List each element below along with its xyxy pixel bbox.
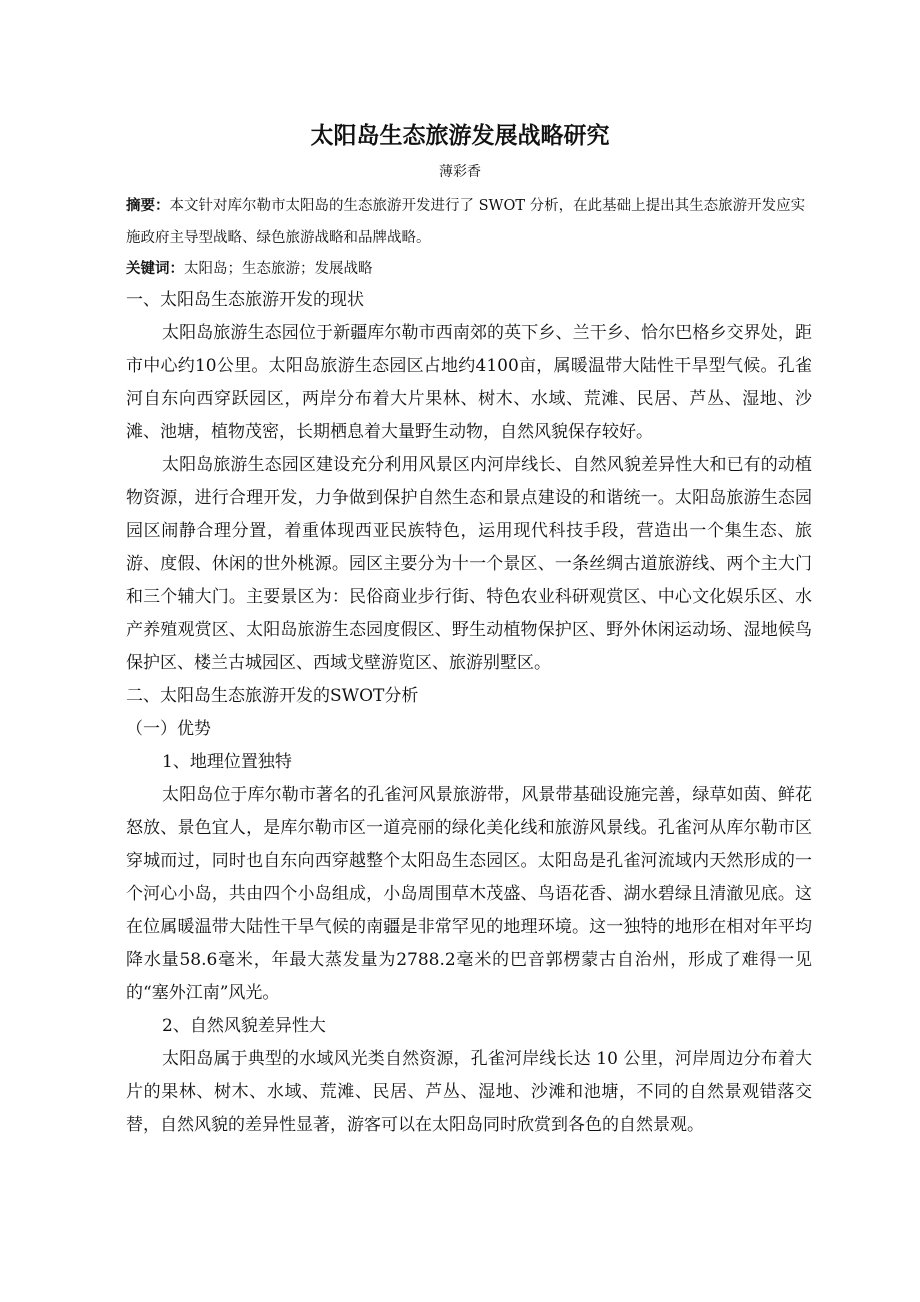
item-1-paragraph: 太阳岛位于库尔勒市著名的孔雀河风景旅游带，风景带基础设施完善，绿草如茵、鲜花怒放、景色宜人，是库尔勒市区一道亮丽的绿化美化线和旅游风景线。孔雀河从库尔勒市区穿城而过，同时也自东向西穿越整个太阳岛生态园区。太阳岛是孔雀河流域内天然形成的一个河心小岛，共由四个小岛组成，小岛周围草木茂盛、鸟语花香、湖水碧绿且清澈见底。这在位属暖温带大陆性干旱气候的南疆是非常罕见的地理环境。这一独特的地形在相对年平均降水量58.6毫米，年最大蒸发量为2788.2毫米的巴音郭楞蒙古自治州，形成了难得一见的“塞外江南”风光。 <box>126 785 812 1003</box>
item-2-paragraph: 太阳岛属于典型的水域风光类自然资源，孔雀河岸线长达 10 公里，河岸周边分布着大片的果林、树木、水域、荒滩、民居、芦丛、湿地、沙滩和池塘，不同的自然景观错落交替，自然风貌的差异性显著，游客可以在太阳岛同时欣赏到各色的自然景观。 <box>126 1049 812 1135</box>
abstract-label: 摘要： <box>126 198 170 214</box>
section-1-heading: 一、太阳岛生态旅游开发的现状 <box>126 290 364 310</box>
abstract <box>126 190 806 254</box>
keywords-label: 关键词： <box>126 261 184 277</box>
section-1-paragraph-2: 太阳岛旅游生态园区建设充分利用风景区内河岸线长、自然风貌差异性大和已有的动植物资源，进行合理开发，力争做到保护自然生态和景点建设的和谐统一。太阳岛旅游生态园园区闹静合理分置，着重体现西亚民族特色，运用现代科技手段，营造出一个集生态、旅游、度假、休闲的世外桃源。园区主要分为十一个景区、一条丝绸古道旅游线、两个主大门和三个辅大门。主要景区为：民俗商业步行街、特色农业科研观赏区、中心文化娱乐区、水产养殖观赏区、太阳岛旅游生态园度假区、野生动植物保护区、野外休闲运动场、湿地候鸟保护区、楼兰古城园区、西域戈壁游览区、旅游别墅区。 <box>126 455 812 673</box>
subsection-advantages: （一）优势 <box>126 719 211 739</box>
section-1-paragraph-1: 太阳岛旅游生态园位于新疆库尔勒市西南郊的英下乡、兰干乡、恰尔巴格乡交界处，距市中心约10公里。太阳岛旅游生态园区占地约4100亩，属暖温带大陆性干旱型气候。孔雀河自东向西穿跃园区，两岸分布着大片果林、树木、水域、荒滩、民居、芦丛、湿地、沙滩、池塘，植物茂密，长期栖息着大量野生动物，自然风貌保存较好。 <box>126 323 812 442</box>
abstract-text: 本文针对库尔勒市太阳岛的生态旅游开发进行了 SWOT 分析，在此基础上提出其生态旅游开发应实施政府主导型战略、绿色旅游战略和品牌战略。 <box>126 198 806 246</box>
section-2-heading: 二、太阳岛生态旅游开发的SWOT分析 <box>126 686 419 706</box>
item-1-heading: 1、地理位置独特 <box>162 752 292 772</box>
item-2-heading: 2、自然风貌差异性大 <box>162 1016 326 1036</box>
author-name: 薄彩香 <box>439 164 481 180</box>
body-content <box>126 284 812 1142</box>
paper-title: 太阳岛生态旅游发展战略研究 <box>310 123 610 149</box>
keywords <box>126 255 806 283</box>
keywords-text: 太阳岛；生态旅游；发展战略 <box>184 261 373 277</box>
